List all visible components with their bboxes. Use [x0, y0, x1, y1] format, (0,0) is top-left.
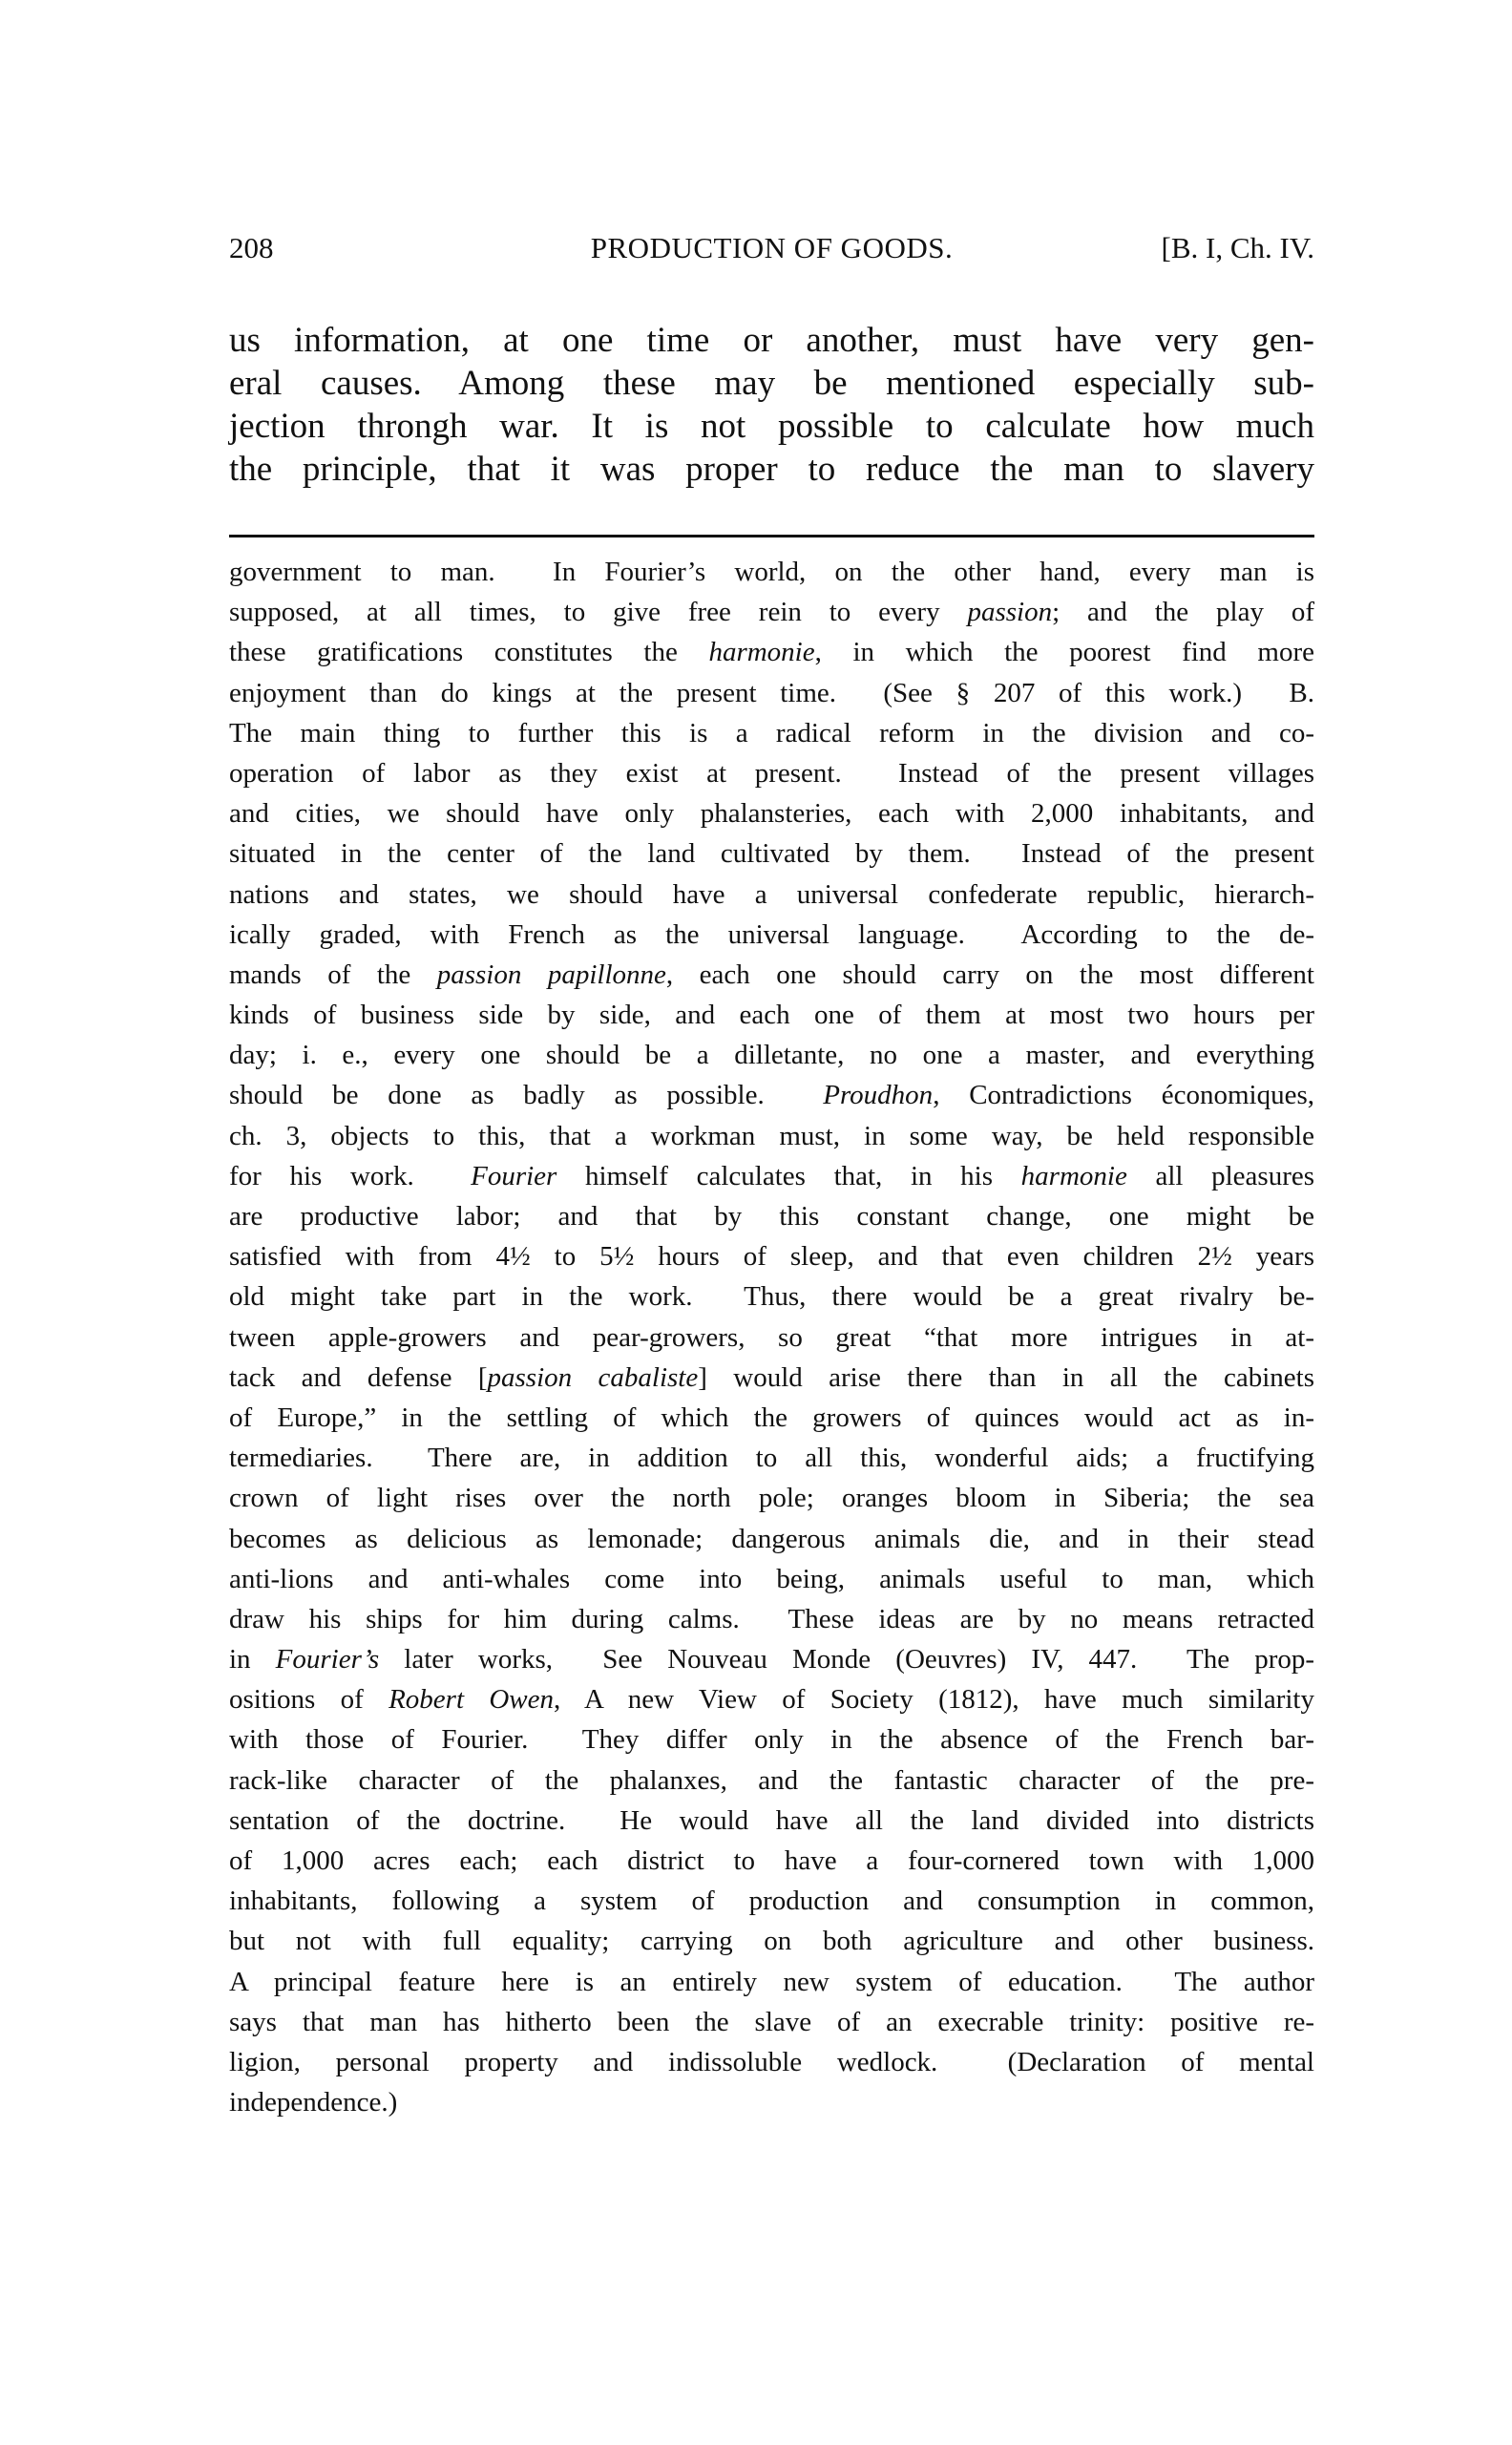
- text-run: crown of light rises over the north pole; oranges bloom in Siberia; the sea: [229, 1483, 1314, 1514]
- text-run: draw his ships for him during calms. These ideas are by no means retracted: [229, 1603, 1314, 1634]
- footnote-line: [229, 1438, 1314, 1478]
- text-line: us information, at one time or another, must have very gen-: [229, 321, 1314, 360]
- text-run: , in which the poorest find more: [814, 637, 1314, 668]
- text-run: old might take part in the work. Thus, there would be a great rivalry be-: [229, 1281, 1314, 1313]
- text-run: satisfied with from 4½ to 5½ hours of sleep, and that even children 2½ years: [229, 1241, 1314, 1273]
- footnote-line: [229, 1035, 1314, 1075]
- footnote-line: [229, 1276, 1314, 1317]
- text-run: in: [229, 1644, 276, 1676]
- text-run: should be done as badly as possible.: [229, 1080, 824, 1111]
- footnote-line: [229, 753, 1314, 793]
- text-run: day; i. e., every one should be a dilletante, no one a master, and everything: [229, 1040, 1314, 1071]
- italic-term: passion papillonne: [436, 959, 666, 990]
- main-text: [229, 319, 1314, 491]
- text-run: with those of Fourier. They differ only in the absence of the French bar-: [229, 1724, 1314, 1756]
- italic-term: passion: [967, 597, 1053, 628]
- text-run: supposed, at all times, to give free rein to every: [229, 597, 968, 628]
- running-header: [229, 231, 1314, 269]
- italic-term: harmonie: [708, 637, 815, 668]
- text-run: says that man has hitherto been the slave of an execrable trinity: positive re-: [229, 2006, 1314, 2037]
- text-run: but not with full equality; carrying on both agriculture and other business.: [229, 1926, 1314, 1957]
- text-run: , each one should carry on the most different: [665, 959, 1314, 990]
- footnote-line: [229, 1801, 1314, 1841]
- footnote-line: [229, 1075, 1314, 1115]
- footnote-line: [229, 673, 1314, 713]
- text-run: sentation of the doctrine. He would have all the land divided into districts: [229, 1804, 1314, 1836]
- footnote-line: [229, 995, 1314, 1035]
- footnote-line: [229, 1639, 1314, 1679]
- footnote-line: [229, 2002, 1314, 2042]
- footnote-line: [229, 632, 1314, 672]
- footnote-line: [229, 1921, 1314, 1961]
- footnote-line: [229, 1156, 1314, 1196]
- footnote-line: [229, 1962, 1314, 2002]
- footnote-separator: [229, 535, 1314, 537]
- text-run: tween apple-growers and pear-growers, so great “that more intrigues in at-: [229, 1321, 1314, 1353]
- footnote-line: [229, 1559, 1314, 1599]
- text-run: tack and defense [: [229, 1361, 488, 1393]
- italic-term: Fourier’s: [275, 1644, 380, 1676]
- footnote-line: [229, 1519, 1314, 1559]
- footnote-line: [229, 1719, 1314, 1760]
- text-run: these gratifications constitutes the: [229, 637, 709, 668]
- italic-term: Robert Owen: [388, 1684, 555, 1716]
- footnote-line: [229, 1760, 1314, 1801]
- text-run: of Europe,” in the settling of which the growers of quinces would act as in-: [229, 1402, 1314, 1433]
- text-run: independence.): [229, 2087, 398, 2118]
- footnote-line: [229, 1196, 1314, 1236]
- text-run: all pleasures: [1126, 1160, 1315, 1191]
- text-run: ] would arise there than in all the cabinets: [698, 1361, 1314, 1393]
- text-line: jection throngh war. It is not possible to calculate how much: [229, 407, 1314, 446]
- footnote-line: [229, 1478, 1314, 1518]
- text-run: rack-like character of the phalanxes, and the fantastic character of the pre-: [229, 1764, 1314, 1796]
- footnote: [229, 552, 1314, 2122]
- text-run: ositions of: [229, 1684, 389, 1716]
- footnote-line: [229, 1116, 1314, 1156]
- footnote-line: [229, 1841, 1314, 1881]
- footnote-line: [229, 875, 1314, 915]
- text-run: inhabitants, following a system of production and consumption in common,: [229, 1886, 1314, 1917]
- footnote-line: [229, 955, 1314, 995]
- footnote-line: [229, 552, 1314, 592]
- italic-term: Proudhon: [823, 1080, 934, 1111]
- text-run: government to man. In Fourier’s world, on the other hand, every man is: [229, 557, 1314, 587]
- page-number: 208: [229, 231, 274, 264]
- text-run: The main thing to further this is a radical reform in the division and co-: [229, 717, 1314, 748]
- text-line: the principle, that it was proper to reduce the man to slavery: [229, 450, 1314, 489]
- text-run: operation of labor as they exist at present. Instead of the present villages: [229, 757, 1314, 789]
- footnote-line: [229, 1358, 1314, 1398]
- text-run: , Contradictions économiques,: [933, 1080, 1314, 1111]
- text-run: for his work.: [229, 1160, 472, 1191]
- text-run: A principal feature here is an entirely new system of education. The author: [229, 1966, 1314, 1997]
- text-run: of 1,000 acres each; each district to have a four-cornered town with 1,000: [229, 1845, 1314, 1876]
- text-run: and cities, we should have only phalansteries, each with 2,000 inhabitants, and: [229, 798, 1314, 830]
- running-title: PRODUCTION OF GOODS.: [590, 231, 954, 264]
- text-run: himself calculates that, in his: [556, 1160, 1021, 1191]
- text-run: mands of the: [229, 959, 437, 990]
- text-run: ch. 3, objects to this, that a workman must, in some way, be held responsible: [229, 1120, 1314, 1151]
- text-run: termediaries. There are, in addition to all this, wonderful aids; a fructifying: [229, 1443, 1314, 1474]
- footnote-line: [229, 1317, 1314, 1358]
- text-run: kinds of business side by side, and each one of them at most two hours per: [229, 1000, 1314, 1031]
- text-run: becomes as delicious as lemonade; dangerous animals die, and in their stead: [229, 1523, 1314, 1554]
- text-run: ligion, personal property and indissoluble wedlock. (Declaration of mental: [229, 2046, 1314, 2077]
- footnote-line: [229, 1599, 1314, 1639]
- text-run: later works, See Nouveau Monde (Oeuvres) IV, 447. The prop-: [379, 1644, 1315, 1676]
- text-line: eral causes. Among these may be mentioned especially sub-: [229, 364, 1314, 403]
- footnote-line: [229, 713, 1314, 753]
- footnote-line: [229, 793, 1314, 833]
- footnote-line: [229, 1398, 1314, 1438]
- footnote-line: [229, 833, 1314, 874]
- footnote-line: [229, 2082, 1314, 2122]
- footnote-line: [229, 1881, 1314, 1921]
- text-run: anti-lions and anti-whales come into being, animals useful to man, which: [229, 1563, 1314, 1594]
- text-run: nations and states, we should have a universal confederate republic, hierarch-: [229, 878, 1314, 910]
- italic-term: harmonie: [1020, 1160, 1127, 1191]
- text-run: enjoyment than do kings at the present time. (See § 207 of this work.) B.: [229, 677, 1314, 708]
- footnote-line: [229, 1236, 1314, 1276]
- italic-term: Fourier: [471, 1160, 557, 1191]
- text-run: ; and the play of: [1052, 597, 1314, 628]
- text-run: , A new View of Society (1812), have much similarity: [554, 1684, 1314, 1716]
- section-reference: [B. I, Ch. IV.: [1161, 231, 1314, 264]
- text-run: ically graded, with French as the universal language. According to the de-: [229, 918, 1314, 950]
- footnote-line: [229, 1679, 1314, 1719]
- footnote-line: [229, 2042, 1314, 2082]
- italic-term: passion cabaliste: [487, 1361, 699, 1393]
- text-run: are productive labor; and that by this constant change, one might be: [229, 1201, 1314, 1232]
- footnote-line: [229, 592, 1314, 632]
- text-run: situated in the center of the land cultivated by them. Instead of the present: [229, 838, 1314, 870]
- footnote-line: [229, 915, 1314, 955]
